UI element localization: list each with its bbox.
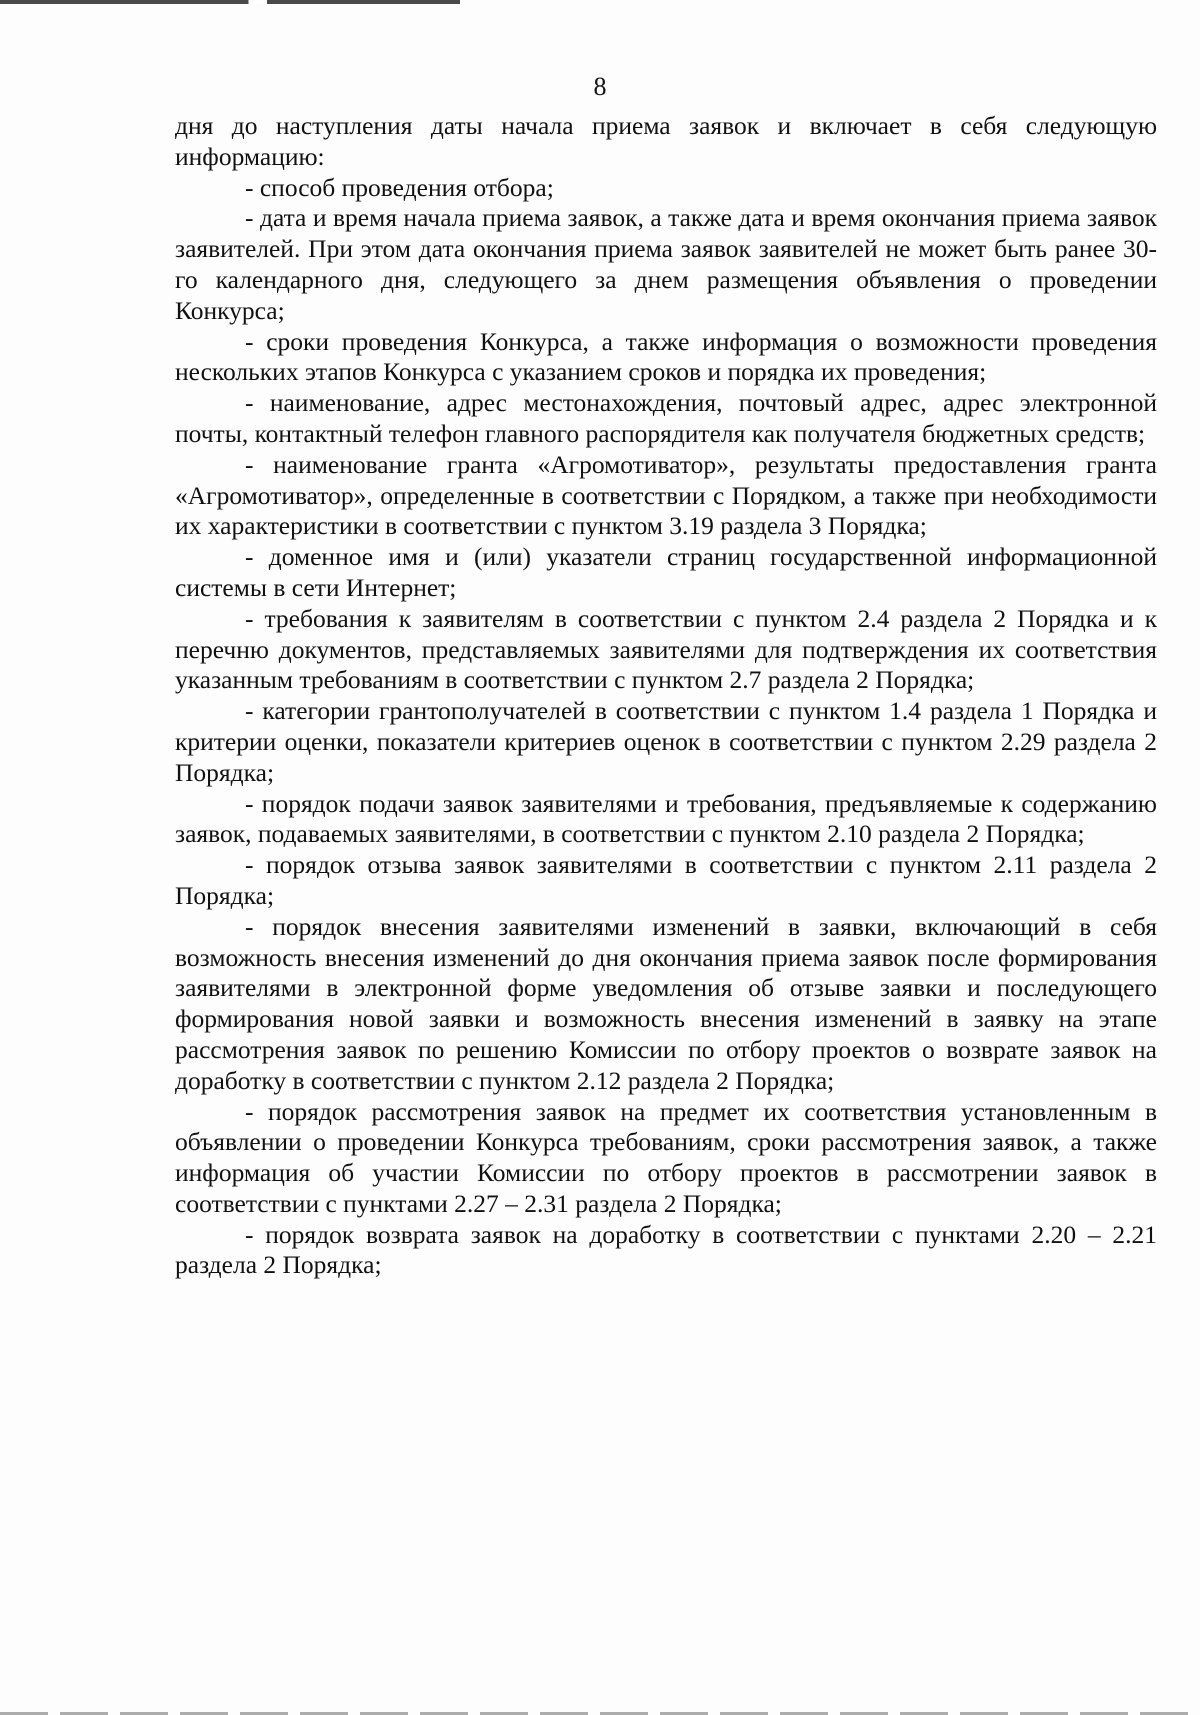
paragraph-intro: дня до наступления даты начала приема заявок и включает в себя следующую информацию: xyxy=(175,111,1157,171)
list-item-grant-name: - наименование гранта «Агромотиватор», результаты предоставления гранта «Агромотиватор», определенные в соответствии с Порядком, а также при необходимости их характеристики в соответствии с пунктом 3.19 раздела 3 Порядка; xyxy=(175,449,1157,541)
list-item-submission-procedure: - порядок подачи заявок заявителями и требования, предъявляемые к содержанию заявок, подаваемых заявителями, в соответствии с пунктом 2.10 раздела 2 Порядка; xyxy=(175,788,1157,849)
list-item-amendment-procedure: - порядок внесения заявителями изменений в заявки, включающий в себя возможность внесения изменений до дня окончания приема заявок после формирования заявителями в электронной форме уведомления об отзыве заявки и последующего формирования новой заявки и возможность внесения изменений в заявку на этапе рассмотрения заявок по решению Комиссии по отбору проектов о возврате заявок на доработку в соответствии с пунктом 2.12 раздела 2 Порядка; xyxy=(175,911,1157,1095)
list-item-withdrawal-procedure: - порядок отзыва заявок заявителями в соответствии с пунктом 2.11 раздела 2 Порядка; xyxy=(175,850,1157,910)
list-item-application-dates: - дата и время начала приема заявок, а также дата и время окончания приема заявок заявителей. При этом дата окончания приема заявок заявителей не может быть ранее 30-го календарного дня, следующего за днем размещения объявления о проведении Конкурса; xyxy=(175,203,1157,325)
scan-edge-top xyxy=(0,0,460,4)
list-item-review-procedure: - порядок рассмотрения заявок на предмет их соответствия установленным в объявлении о проведении Конкурса требованиям, сроки рассмотрения заявок, а также информация об участии Комиссии по отбору проектов в рассмотрении заявок в соответствии с пунктами 2.27 – 2.31 раздела 2 Порядка; xyxy=(175,1096,1157,1218)
page-number: 8 xyxy=(593,72,607,101)
list-item-applicant-requirements: - требования к заявителям в соответствии с пунктом 2.4 раздела 2 Порядка и к перечню документов, представляемых заявителями для подтверждения их соответствия указанным требованиям в соответствии с пунктом 2.7 раздела 2 Порядка; xyxy=(175,603,1157,695)
document-body xyxy=(175,111,1157,1281)
list-item-domain-name: - доменное имя и (или) указатели страниц государственной информационной системы в сети Интернет; xyxy=(175,542,1157,602)
list-item-return-procedure: - порядок возврата заявок на доработку в соответствии с пунктами 2.20 – 2.21 раздела 2 Порядка; xyxy=(175,1219,1157,1280)
list-item-contest-terms: - сроки проведения Конкурса, а также информация о возможности проведения нескольких этапов Конкурса с указанием сроков и порядка их проведения; xyxy=(175,326,1157,387)
list-item-selection-method: - способ проведения отбора; xyxy=(245,172,554,202)
list-item-contact-info: - наименование, адрес местонахождения, почтовый адрес, адрес электронной почты, контактный телефон главного распорядителя как получателя бюджетных средств; xyxy=(175,388,1157,448)
list-item-recipient-categories: - категории грантополучателей в соответствии с пунктом 1.4 раздела 1 Порядка и критерии оценки, показатели критериев оценок в соответствии с пунктом 2.29 раздела 2 Порядка; xyxy=(175,696,1157,787)
